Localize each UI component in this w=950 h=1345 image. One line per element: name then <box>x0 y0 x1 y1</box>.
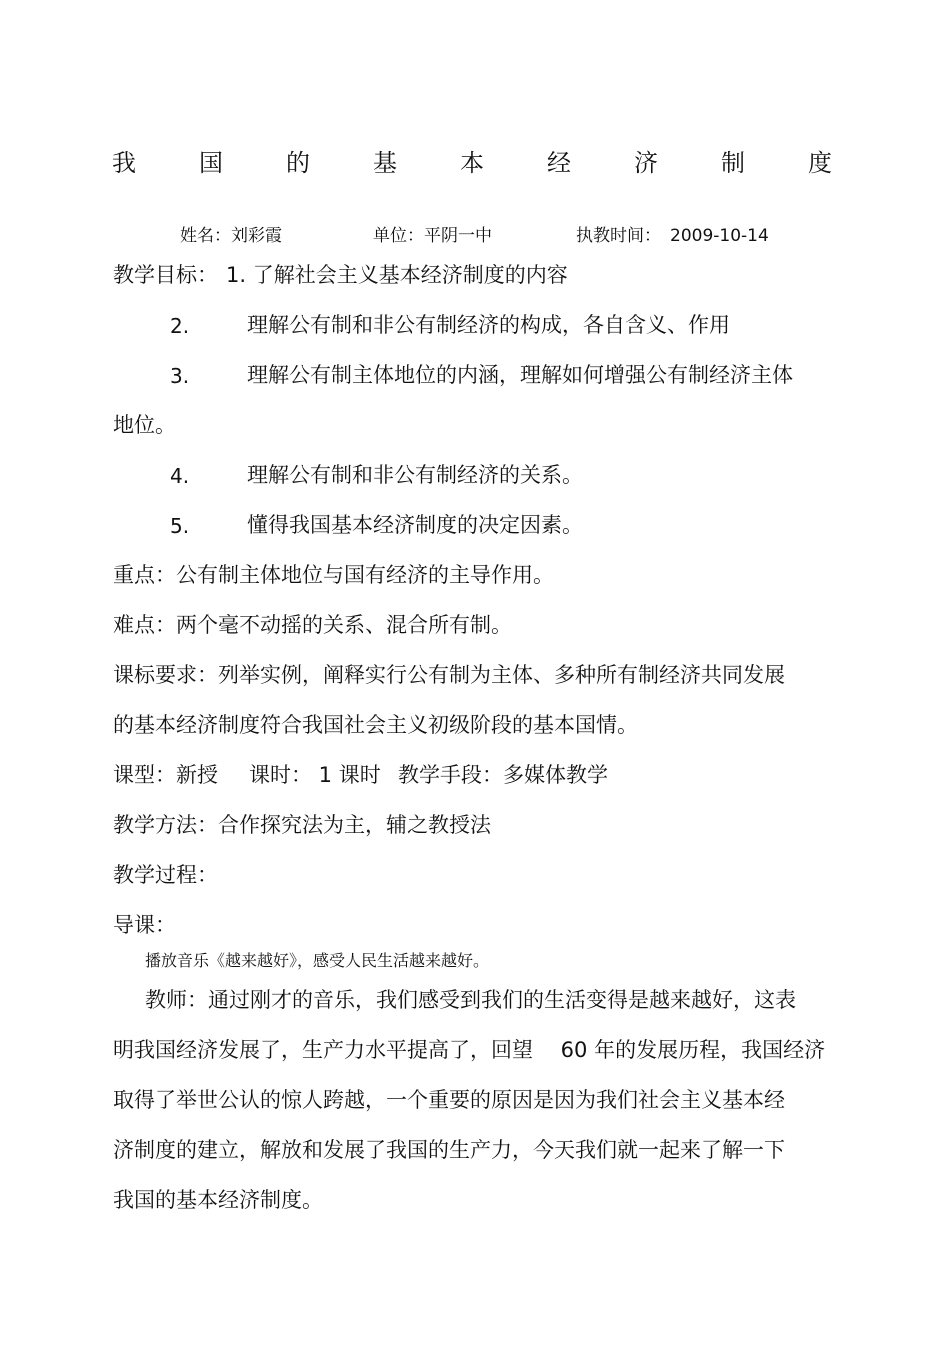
teacher-paragraph-line: 济制度的建立，解放和发展了我国的生产力，今天我们就一起来了解一下 <box>113 1138 785 1162</box>
objective-number: 2. <box>170 314 190 338</box>
teaching-method: 教学方法：合作探究法为主，辅之教授法 <box>113 813 491 837</box>
teacher-paragraph-line: 明我国经济发展了，生产力水平提高了，回望 60 年的发展历程，我国经济 <box>113 1038 826 1062</box>
teaching-process: 教学过程： <box>113 863 218 887</box>
objective-item-5: 懂得我国基本经济制度的决定因素。 <box>247 513 583 537</box>
lesson-hours: 课时： 1 课时 <box>249 763 381 787</box>
objective-item-3-cont: 地位。 <box>113 413 176 437</box>
teaching-date-value: 2009-10-14 <box>670 226 769 246</box>
title-char: 经 <box>547 149 571 177</box>
intro-music: 播放音乐《越来越好》，感受人民生活越来越好。 <box>145 951 490 970</box>
lesson-type: 课型：新授 <box>113 763 218 787</box>
author-unit: 单位：平阴一中 <box>373 226 492 246</box>
standard-line-2: 的基本经济制度符合我国社会主义初级阶段的基本国情。 <box>113 713 638 737</box>
title-char: 基 <box>373 149 397 177</box>
teacher-paragraph-line: 我国的基本经济制度。 <box>113 1188 323 1212</box>
objective-number: 3. <box>170 364 190 388</box>
title-char: 国 <box>199 149 223 177</box>
objective-item-4: 理解公有制和非公有制经济的关系。 <box>247 463 583 487</box>
teaching-date-label: 执教时间： <box>576 226 661 246</box>
title-char: 济 <box>634 149 658 177</box>
teacher-paragraph-line: 取得了举世公认的惊人跨越，一个重要的原因是因为我们社会主义基本经 <box>113 1088 785 1112</box>
objective-item-3: 理解公有制主体地位的内涵，理解如何增强公有制经济主体 <box>247 363 793 387</box>
standard-line-1: 课标要求：列举实例，阐释实行公有制为主体、多种所有制经济共同发展 <box>113 663 785 687</box>
objective-item-1: 1. 了解社会主义基本经济制度的内容 <box>226 263 568 287</box>
objective-item-2: 理解公有制和非公有制经济的构成，各自含义、作用 <box>247 313 730 337</box>
title-char: 本 <box>460 149 484 177</box>
objective-number: 4. <box>170 464 190 488</box>
title-char: 度 <box>808 149 832 177</box>
key-point: 重点：公有制主体地位与国有经济的主导作用。 <box>113 563 554 587</box>
objective-number: 5. <box>170 514 190 538</box>
difficulty: 难点：两个毫不动摇的关系、混合所有制。 <box>113 613 512 637</box>
teaching-means: 教学手段：多媒体教学 <box>398 763 608 787</box>
title-char: 的 <box>286 149 310 177</box>
teacher-paragraph-line: 教师：通过刚才的音乐，我们感受到我们的生活变得是越来越好，这表 <box>145 988 796 1012</box>
author-name: 姓名：刘彩霞 <box>180 226 282 246</box>
title-char: 我 <box>112 149 136 177</box>
intro-label: 导课： <box>113 913 176 937</box>
title-char: 制 <box>721 149 745 177</box>
objectives-label: 教学目标： <box>113 263 218 287</box>
